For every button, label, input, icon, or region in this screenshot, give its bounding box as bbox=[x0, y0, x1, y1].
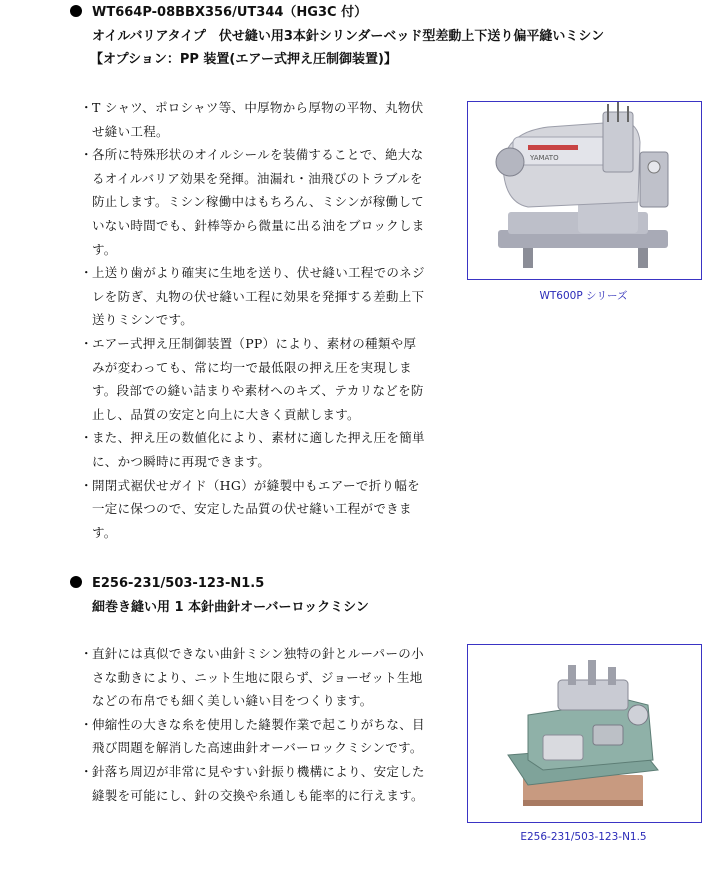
list-item: ・ 針落ち周辺が非常に見やすい針振り機構により、安定した縫製を可能にし、針の交換や糸通しも能率的に行えます。 bbox=[80, 760, 425, 807]
list-item: ・ また、押え圧の数値化により、素材に適した押え圧を簡単に、かつ瞬時に再現できます。 bbox=[80, 426, 425, 473]
list-item: ・ T シャツ、ポロシャツ等、中厚物から厚物の平物、丸物伏せ縫い工程。 bbox=[80, 96, 425, 143]
section1-bullet-list bbox=[80, 96, 425, 544]
bullet-dot-icon bbox=[70, 5, 82, 17]
list-item: ・ 開閉式裾伏せガイド（HG）が縫製中もエアーで折り幅を一定に保つので、安定した品質の伏せ縫い工程ができます。 bbox=[80, 474, 425, 545]
machine-photo-wt600p bbox=[467, 101, 702, 280]
section1-heading: WT664P-08BBX356/UT344（HG3C 付） bbox=[70, 2, 367, 24]
list-item: ・ エアー式押え圧制御装置（PP）により、素材の種類や厚みが変わっても、常に均一で最低限の押え圧を実現します。段部での縫い詰まりや素材へのキズ、テカリなどを防止し、品質の安定と向上に大きく貢献します。 bbox=[80, 332, 425, 426]
list-item: ・ 上送り歯がより確実に生地を送り、伏せ縫い工程でのネジレを防ぎ、丸物の伏せ縫い工程に効果を発揮する差動上下送りミシンです。 bbox=[80, 261, 425, 332]
section2-subtitle: 細巻き縫い用 1 本針曲針オーバーロックミシン bbox=[92, 600, 369, 615]
section1-option: 【オプション：PP 装置(エアー式押え圧制御装置)】 bbox=[90, 52, 397, 67]
machine-photo-e256 bbox=[467, 644, 702, 823]
section2-heading: E256-231/503-123-N1.5 bbox=[70, 573, 264, 595]
list-item: ・ 各所に特殊形状のオイルシールを装備することで、絶大なるオイルバリア効果を発揮。油漏れ・油飛びのトラブルを防止します。ミシン稼働中はもちろん、ミシンが稼働していない時間でも、針棒等から微量に出る油をブロックします。 bbox=[80, 143, 425, 261]
svg-text:YAMATO: YAMATO bbox=[530, 154, 559, 162]
bullet-dot-icon bbox=[70, 576, 82, 588]
list-item: ・ 直針には真似できない曲針ミシン独特の針とルーパーの小さな動きにより、ニット生地に限らず、ジョーゼット生地などの布帛でも細く美しい縫い目をつくります。 bbox=[80, 642, 425, 713]
list-item: ・ 伸縮性の大きな糸を使用した縫製作業で起こりがちな、目飛び問題を解消した高速曲針オーバーロックミシンです。 bbox=[80, 713, 425, 760]
machine-caption-wt600p: WT600P シリーズ bbox=[539, 290, 628, 302]
section1-subtitle: オイルバリアタイプ 伏せ縫い用3本針シリンダーベッド型差動上下送り偏平縫いミシン bbox=[92, 29, 605, 44]
machine-caption-e256: E256-231/503-123-N1.5 bbox=[520, 831, 647, 843]
section2-bullet-list bbox=[80, 642, 425, 807]
